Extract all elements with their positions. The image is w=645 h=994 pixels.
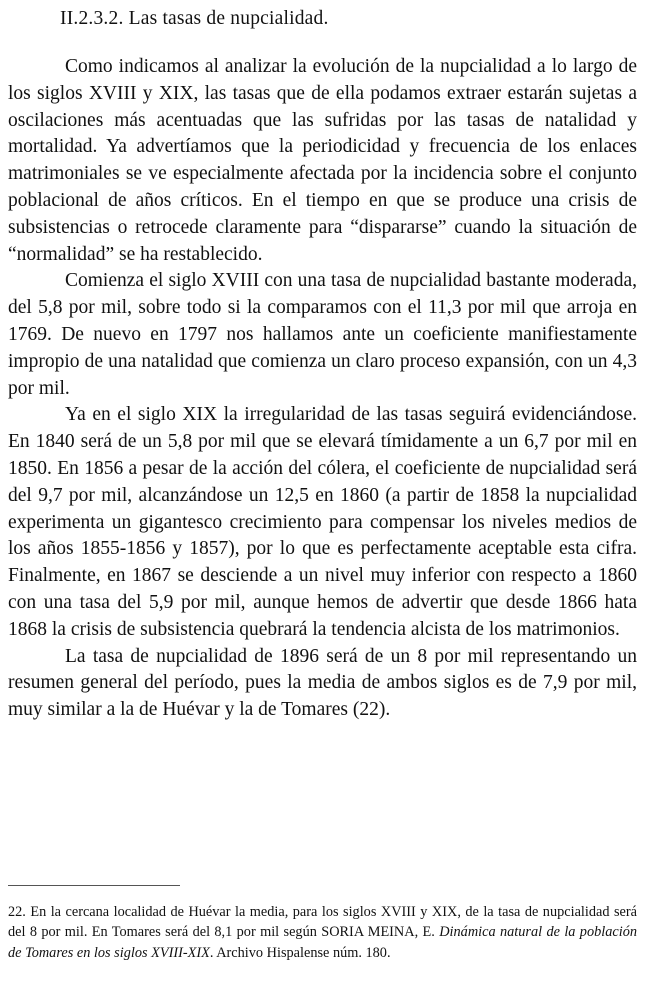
footnote-cited-title: Dinámica natural de la población de Tomares en los siglos XVIII-XIX	[8, 924, 637, 961]
body-text	[8, 54, 637, 724]
footnote-divider	[8, 885, 180, 886]
section-heading: II.2.3.2. Las tasas de nupcialidad.	[60, 8, 329, 29]
footnote-source: . Archivo Hispalense núm. 180.	[209, 944, 391, 961]
paragraph: Como indicamos al analizar la evolución de la nupcialidad a lo largo de los siglos XVIII y XIX, las tasas que de ella podamos extraer estarán sujetas a oscilaciones más acentuadas que las sufridas por las tasas de natalidad y mortalidad. Ya advertíamos que la periodicidad y frecuencia de los enlaces matrimoniales se ve especialmente afectada por la incidencia sobre el conjunto poblacional de años críticos. En el tiempo en que se produce una crisis de subsistencias o retrocede claramente para “dispararse” cuando la situación de “normalidad” se ha restablecido.	[8, 56, 637, 265]
paragraph: Ya en el siglo XIX la irregularidad de las tasas seguirá evidenciándose. En 1840 será de un 5,8 por mil que se elevará tímidamente a un 6,7 por mil en 1850. En 1856 a pesar de la acción del cólera, el coeficiente de nupcialidad será del 9,7 por mil, alcanzándose un 12,5 en 1860 (a partir de 1858 la nupcialidad experimenta un gigantesco crecimiento para compensar los niveles medios de los años 1855-1856 y 1857), por lo que es perfectamente aceptable esta cifra. Finalmente, en 1867 se desciende a un nivel muy inferior con respecto a 1860 con una tasa del 5,9 por mil, aunque hemos de advertir que desde 1866 hata 1868 la crisis de subsistencia quebrará la tendencia alcista de los matrimonios.	[8, 404, 637, 640]
footnote	[8, 902, 637, 963]
paragraph: Comienza el siglo XVIII con una tasa de nupcialidad bastante moderada, del 5,8 por mil, sobre todo si la comparamos con el 11,3 por mil que arroja en 1769. De nuevo en 1797 nos hallamos ante un coeficiente manifiestamente impropio de una natalidad que comienza un claro proceso expansión, con un 4,3 por mil.	[8, 270, 637, 399]
footnote-text: 22. En la cercana localidad de Huévar la media, para los siglos XVIII y XIX, de la tasa de nupcialidad será del 8 por mil. En Tomares será del 8,1 por mil según SORIA MEINA, E.	[8, 904, 637, 941]
paragraph: La tasa de nupcialidad de 1896 será de un 8 por mil representando un resumen general del período, pues la media de ambos siglos es de 7,9 por mil, muy similar a la de Huévar y la de Tomares (22).	[8, 645, 637, 721]
page	[8, 6, 637, 724]
